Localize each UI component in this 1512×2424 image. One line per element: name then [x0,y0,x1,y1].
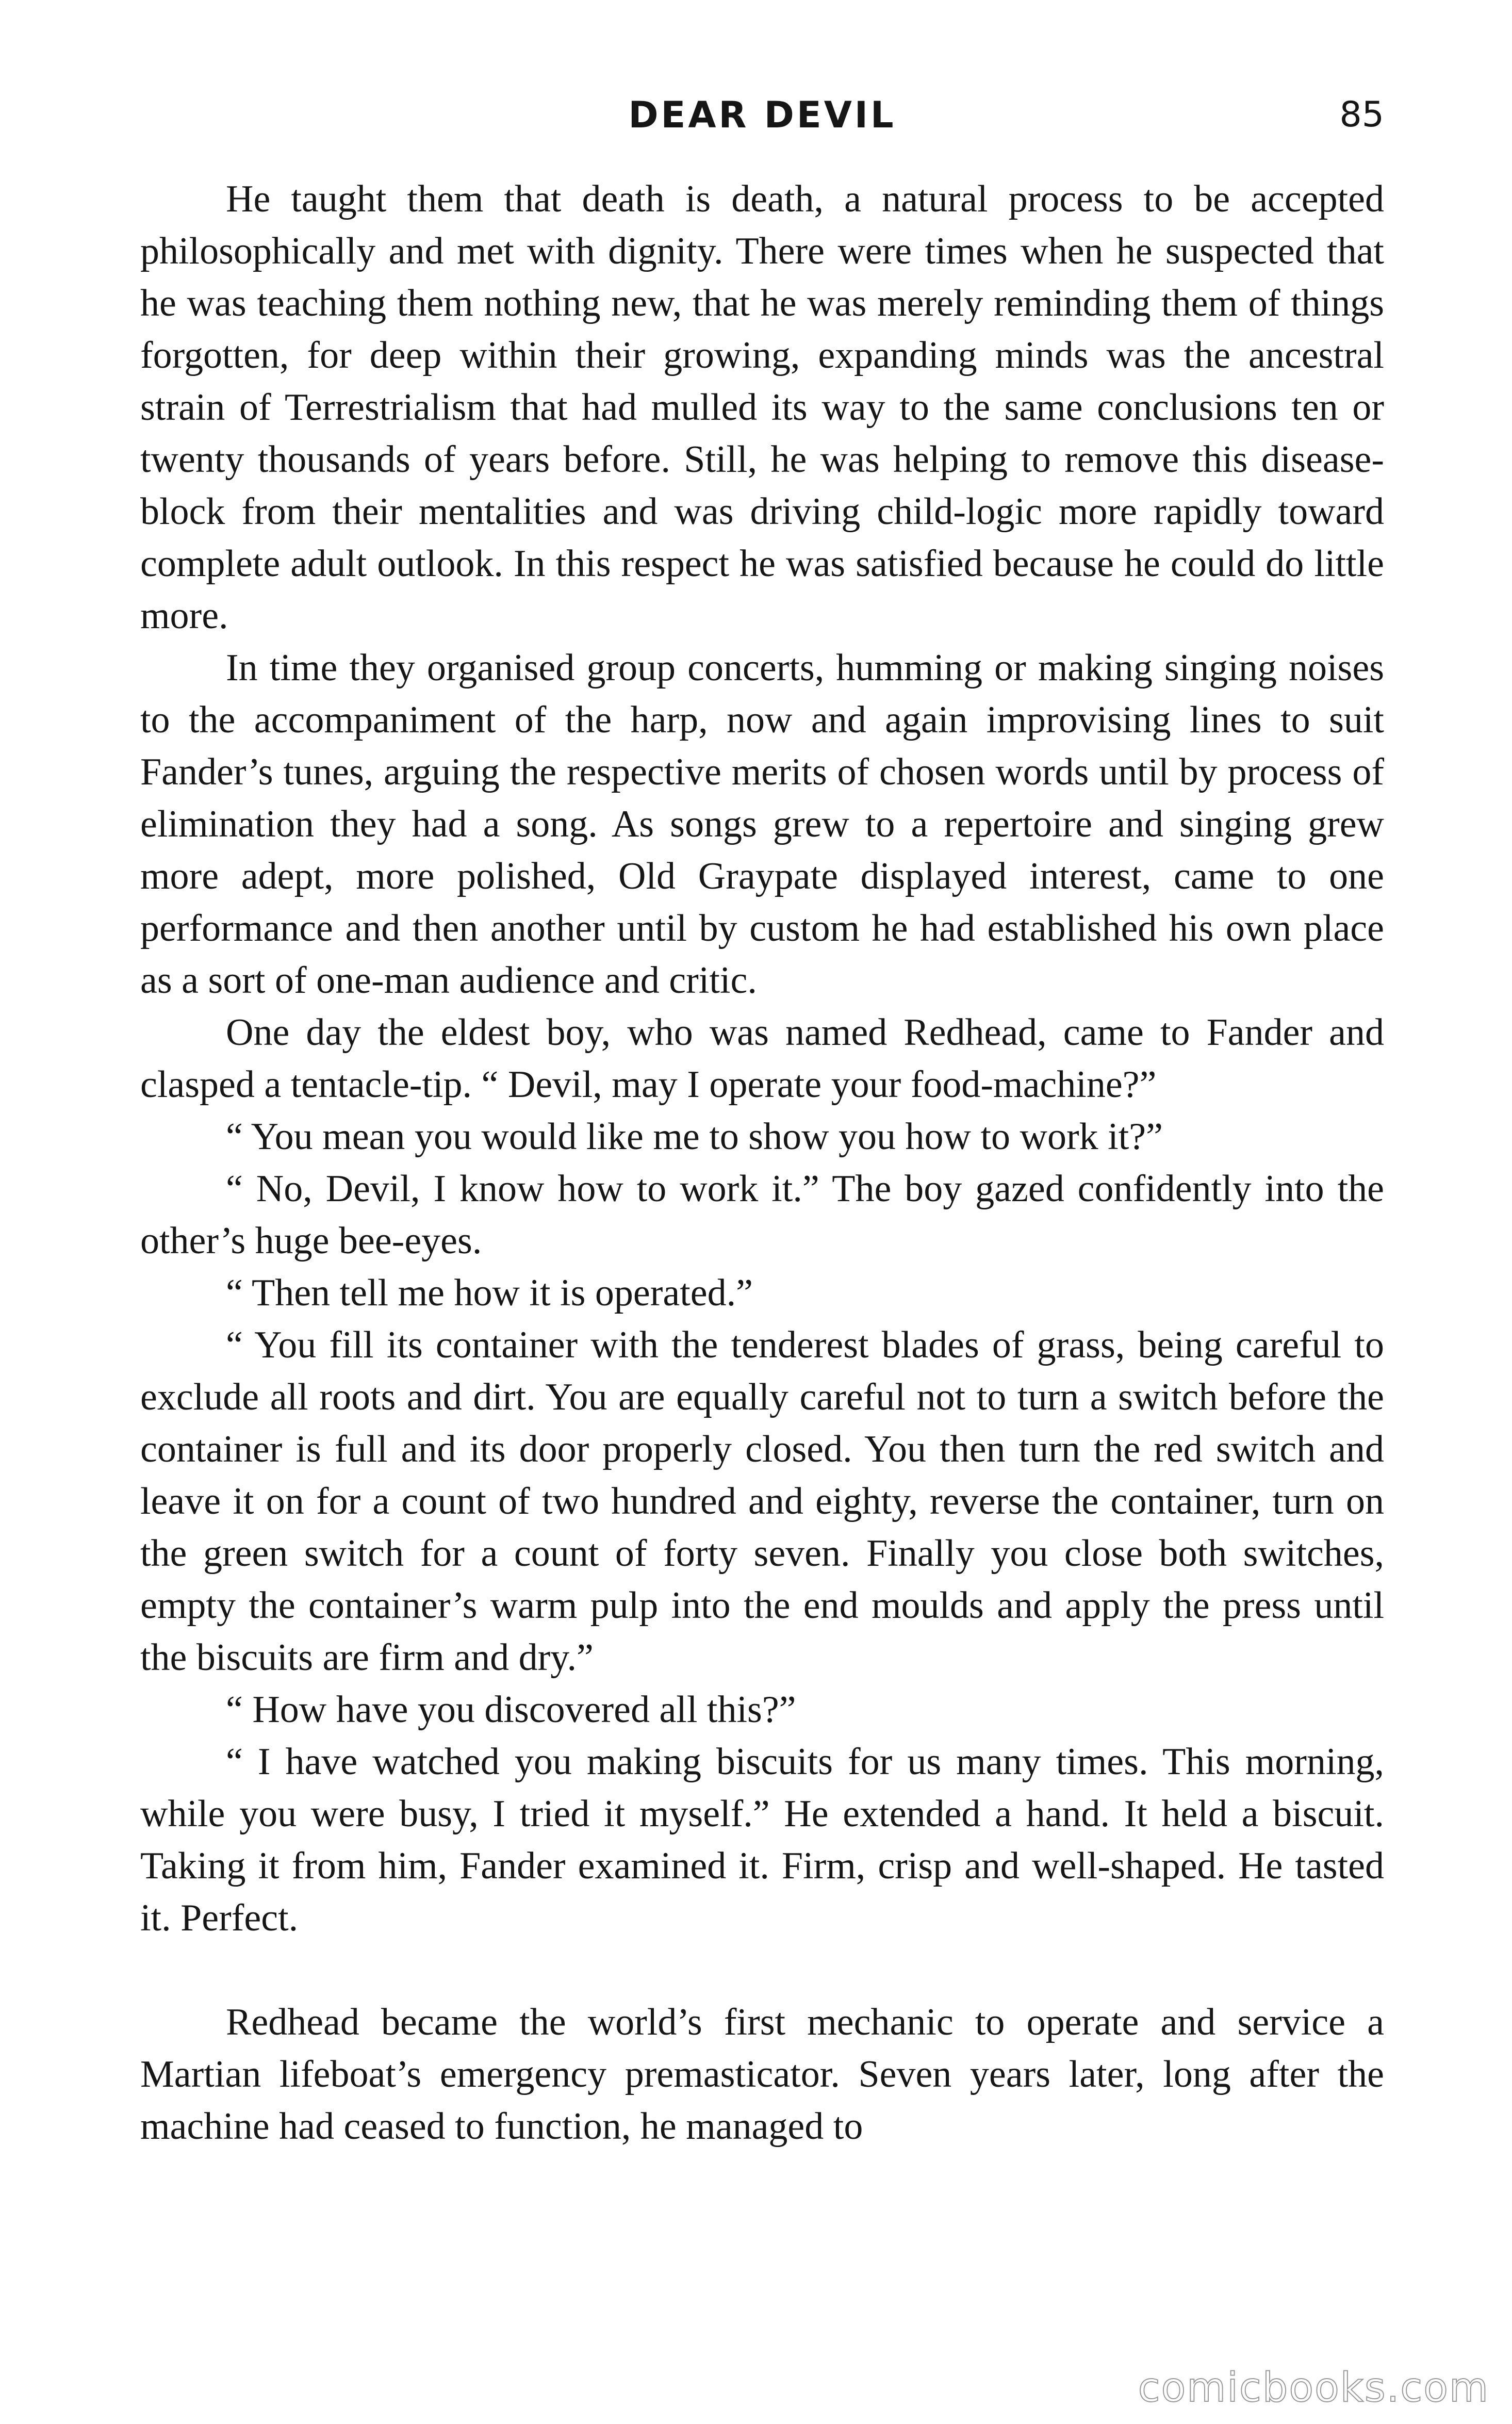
paragraph-10: Redhead became the world’s first mechanic to operate and service a Martian lifeboat’s emergency premasticator. Seven years later, long after the machine had ceased to function, he managed to [140,2001,1384,2148]
paragraph-9: “ I have watched you making biscuits for us many times. This morning, while you were busy, I tried it myself.” He extended a hand. It held a biscuit. Taking it from him, Fander examined it. Firm, crisp and well-shaped. He tasted it. Perfect. [140,1741,1384,1939]
body-text [140,173,1384,2153]
paragraph-7: “ You fill its container with the tenderest blades of grass, being careful to exclude all roots and dirt. You are equally careful not to turn a switch before the container is full and its door properly closed. You then turn the red switch and leave it on for a count of two hundred and eighty, reverse the container, turn on the green switch for a count of forty seven. Finally you close both switches, empty the container’s warm pulp into the end moulds and apply the press until the biscuits are firm and dry.” [140,1324,1384,1679]
paragraph-5: “ No, Devil, I know how to work it.” The boy gazed confidently into the other’s huge bee-eyes. [140,1168,1384,1262]
paragraph-8: “ How have you discovered all this?” [226,1689,796,1731]
paragraph-3: One day the eldest boy, who was named Redhead, came to Fander and clasped a tentacle-tip. “ Devil, may I operate your food-machine?” [140,1011,1384,1106]
running-title: DEAR DEVIL [628,94,896,136]
watermark: comicbooks.com [1138,2365,1489,2411]
paragraph-6: “ Then tell me how it is operated.” [226,1272,753,1314]
page-number: 85 [1339,94,1384,135]
paragraph-4: “ You mean you would like me to show you how to work it?” [226,1116,1163,1158]
paragraph-2: In time they organised group concerts, humming or making singing noises to the accompaniment of the harp, now and again improvising lines to suit Fander’s tunes, arguing the respective merits of chosen words until by process of elimination they had a song. As songs grew to a repertoire and singing grew more adept, more polished, Old Graypate displayed interest, came to one performance and then another until by custom he had established his own place as a sort of one-man audience and critic. [140,647,1384,1002]
running-head [140,87,1384,143]
paragraph-1: He taught them that death is death, a natural process to be accepted philosophically and met with dignity. There were times when he suspected that he was teaching them nothing new, that he was merely reminding them of things forgotten, for deep within their growing, expanding minds was the ancestral strain of Terrestrialism that had mulled its way to the same conclusions ten or twenty thousands of years before. Still, he was helping to remove this disease-block from their mentalities and was driving child-logic more rapidly toward complete adult outlook. In this respect he was satisfied because he could do little more. [140,178,1384,637]
